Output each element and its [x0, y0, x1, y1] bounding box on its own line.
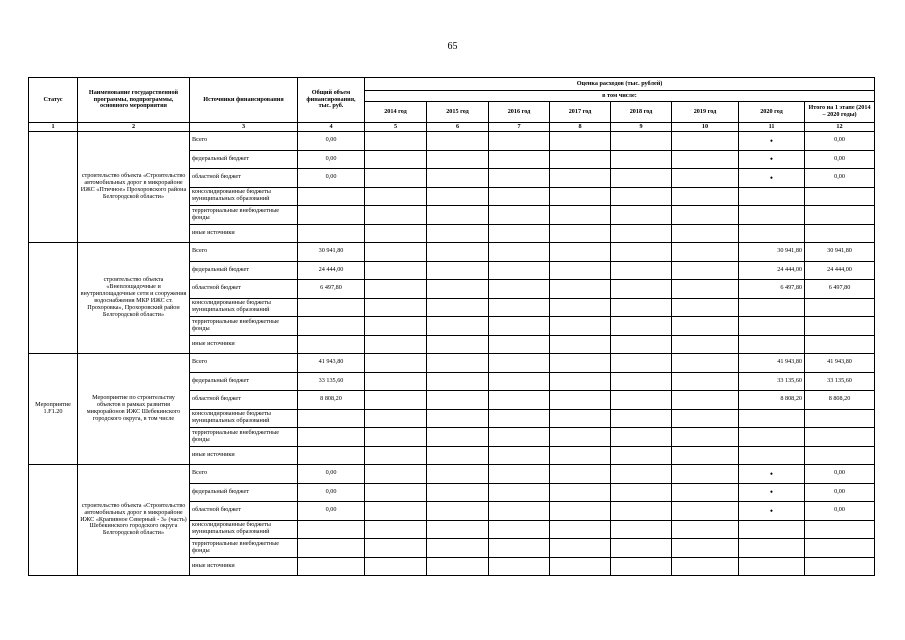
year-cell: [489, 280, 550, 299]
budget-table: [28, 77, 875, 576]
header-year: 2015 год: [427, 102, 489, 123]
total-cell: 0,00: [298, 502, 365, 521]
total-cell: 0,00: [298, 132, 365, 151]
year-cell: [672, 502, 739, 521]
year-cell: [427, 169, 489, 188]
year-cell: [550, 317, 611, 336]
year-cell: [427, 409, 489, 428]
table-body: [29, 132, 875, 576]
year-cell: [427, 298, 489, 317]
year-cell: [672, 317, 739, 336]
year-2020-cell: [739, 317, 805, 336]
year-cell: [427, 372, 489, 391]
year-cell: [611, 298, 672, 317]
total-cell: [298, 224, 365, 243]
year-cell: [365, 372, 427, 391]
column-number: 6: [427, 123, 489, 132]
column-number: 5: [365, 123, 427, 132]
year-cell: [672, 187, 739, 206]
year-cell: [550, 298, 611, 317]
column-number: 3: [190, 123, 298, 132]
year-cell: [672, 169, 739, 188]
year-cell: [427, 150, 489, 169]
year-2020-cell: [739, 557, 805, 576]
header-year: 2020 год: [739, 102, 805, 123]
year-cell: [427, 132, 489, 151]
header-year: 2014 год: [365, 102, 427, 123]
year-cell: [611, 354, 672, 373]
year-2020-cell: •: [739, 150, 805, 169]
year-cell: [611, 409, 672, 428]
source-cell: федеральный бюджет: [190, 261, 298, 280]
year-cell: [672, 206, 739, 225]
year-cell: [550, 502, 611, 521]
year-cell: [365, 298, 427, 317]
year-cell: [550, 354, 611, 373]
year-cell: [427, 391, 489, 410]
total-cell: 0,00: [298, 465, 365, 484]
column-number: 9: [611, 123, 672, 132]
year-cell: [611, 169, 672, 188]
header-year: 2017 год: [550, 102, 611, 123]
year-cell: [672, 391, 739, 410]
source-cell: консолидированные бюджеты муниципальных образований: [190, 520, 298, 539]
year-cell: [550, 428, 611, 447]
year-cell: [611, 261, 672, 280]
year-2020-cell: [739, 409, 805, 428]
year-2020-cell: [739, 335, 805, 354]
year-cell: [365, 502, 427, 521]
total-cell: 8 808,20: [298, 391, 365, 410]
year-cell: [550, 169, 611, 188]
year-2020-cell: 6 497,80: [739, 280, 805, 299]
source-cell: Всего: [190, 243, 298, 262]
year-cell: [611, 520, 672, 539]
itogo-cell: 41 943,80: [805, 354, 875, 373]
year-2020-cell: •: [739, 483, 805, 502]
year-cell: [611, 502, 672, 521]
year-cell: [365, 391, 427, 410]
table-row: [29, 243, 875, 262]
year-cell: [611, 428, 672, 447]
column-number: 4: [298, 123, 365, 132]
itogo-cell: [805, 317, 875, 336]
itogo-cell: 0,00: [805, 132, 875, 151]
itogo-cell: 0,00: [805, 502, 875, 521]
itogo-cell: 0,00: [805, 483, 875, 502]
year-2020-cell: [739, 187, 805, 206]
year-cell: [611, 132, 672, 151]
year-cell: [365, 335, 427, 354]
activity-name-cell: строительство объекта «Строительство автомобильных дорог в микрорайоне ИЖС «Птичное» Прохоровского района Белгородской области»: [78, 132, 190, 243]
year-cell: [611, 372, 672, 391]
total-cell: 30 941,80: [298, 243, 365, 262]
source-cell: Всего: [190, 132, 298, 151]
total-cell: [298, 206, 365, 225]
total-cell: 6 497,80: [298, 280, 365, 299]
status-cell: Мероприятие 1.F1.20: [29, 354, 78, 465]
year-2020-cell: 30 941,80: [739, 243, 805, 262]
source-cell: областной бюджет: [190, 391, 298, 410]
itogo-cell: [805, 298, 875, 317]
year-cell: [427, 187, 489, 206]
year-cell: [427, 224, 489, 243]
year-cell: [489, 502, 550, 521]
header-year: 2016 год: [489, 102, 550, 123]
year-cell: [427, 206, 489, 225]
year-cell: [489, 187, 550, 206]
year-cell: [672, 132, 739, 151]
itogo-cell: 8 808,20: [805, 391, 875, 410]
year-cell: [365, 483, 427, 502]
year-cell: [672, 280, 739, 299]
year-2020-cell: •: [739, 502, 805, 521]
year-cell: [550, 132, 611, 151]
year-cell: [365, 428, 427, 447]
itogo-cell: [805, 409, 875, 428]
year-2020-cell: 41 943,80: [739, 354, 805, 373]
year-cell: [550, 206, 611, 225]
total-cell: [298, 446, 365, 465]
source-cell: областной бюджет: [190, 169, 298, 188]
year-cell: [427, 428, 489, 447]
year-cell: [611, 187, 672, 206]
total-cell: [298, 557, 365, 576]
year-cell: [365, 409, 427, 428]
year-cell: [672, 446, 739, 465]
year-cell: [427, 335, 489, 354]
year-cell: [427, 446, 489, 465]
itogo-cell: [805, 187, 875, 206]
year-cell: [365, 317, 427, 336]
source-cell: федеральный бюджет: [190, 483, 298, 502]
year-2020-cell: [739, 224, 805, 243]
year-cell: [489, 391, 550, 410]
year-cell: [550, 335, 611, 354]
itogo-cell: [805, 206, 875, 225]
total-cell: 33 135,60: [298, 372, 365, 391]
column-number: 11: [739, 123, 805, 132]
year-cell: [489, 446, 550, 465]
year-cell: [365, 187, 427, 206]
year-cell: [489, 206, 550, 225]
year-cell: [550, 539, 611, 558]
year-cell: [611, 465, 672, 484]
column-number: 8: [550, 123, 611, 132]
year-cell: [489, 224, 550, 243]
total-cell: [298, 317, 365, 336]
year-cell: [550, 520, 611, 539]
year-cell: [611, 557, 672, 576]
year-cell: [365, 224, 427, 243]
total-cell: [298, 520, 365, 539]
year-cell: [489, 483, 550, 502]
year-cell: [489, 372, 550, 391]
header-estimate: Оценка расходов (тыс. рублей): [365, 78, 875, 91]
year-cell: [550, 372, 611, 391]
year-2020-cell: 24 444,00: [739, 261, 805, 280]
year-cell: [365, 520, 427, 539]
year-cell: [672, 483, 739, 502]
year-2020-cell: 8 808,20: [739, 391, 805, 410]
itogo-cell: [805, 335, 875, 354]
year-cell: [427, 317, 489, 336]
status-cell: [29, 465, 78, 576]
header-name: Наименование государственной программы, подпрограммы, основного мероприятия: [78, 78, 190, 123]
source-cell: Всего: [190, 465, 298, 484]
year-cell: [489, 317, 550, 336]
source-cell: Всего: [190, 354, 298, 373]
year-cell: [672, 335, 739, 354]
source-cell: территориальные внебюджетные фонды: [190, 539, 298, 558]
year-cell: [365, 150, 427, 169]
total-cell: [298, 409, 365, 428]
source-cell: консолидированные бюджеты муниципальных образований: [190, 409, 298, 428]
year-cell: [611, 483, 672, 502]
activity-name-cell: строительство объекта «Внеплощадочные и внутриплощадочные сети и сооружения водоснабжения МКР ИЖС ст. Прохоровка», Прохоровский район Белгородской области»: [78, 243, 190, 354]
year-cell: [611, 539, 672, 558]
year-cell: [672, 224, 739, 243]
year-cell: [365, 169, 427, 188]
year-cell: [489, 409, 550, 428]
year-cell: [550, 243, 611, 262]
total-cell: 0,00: [298, 150, 365, 169]
itogo-cell: [805, 446, 875, 465]
year-cell: [550, 391, 611, 410]
column-number: 1: [29, 123, 78, 132]
year-cell: [550, 150, 611, 169]
year-cell: [672, 261, 739, 280]
year-cell: [672, 409, 739, 428]
source-cell: иные источники: [190, 557, 298, 576]
year-cell: [672, 243, 739, 262]
year-cell: [489, 150, 550, 169]
year-cell: [611, 206, 672, 225]
year-cell: [365, 243, 427, 262]
year-cell: [550, 280, 611, 299]
year-cell: [427, 280, 489, 299]
year-cell: [550, 261, 611, 280]
column-number: 7: [489, 123, 550, 132]
table-row: [29, 132, 875, 151]
year-cell: [611, 317, 672, 336]
year-cell: [611, 243, 672, 262]
year-cell: [365, 280, 427, 299]
source-cell: территориальные внебюджетные фонды: [190, 206, 298, 225]
year-cell: [611, 224, 672, 243]
source-cell: федеральный бюджет: [190, 372, 298, 391]
header-year: 2018 год: [611, 102, 672, 123]
itogo-cell: [805, 428, 875, 447]
total-cell: 0,00: [298, 483, 365, 502]
source-cell: консолидированные бюджеты муниципальных образований: [190, 298, 298, 317]
total-cell: [298, 335, 365, 354]
header-status: Статус: [29, 78, 78, 123]
column-number: 12: [805, 123, 875, 132]
year-2020-cell: [739, 428, 805, 447]
year-cell: [427, 502, 489, 521]
year-cell: [672, 539, 739, 558]
year-cell: [427, 483, 489, 502]
year-cell: [672, 428, 739, 447]
source-cell: областной бюджет: [190, 280, 298, 299]
year-2020-cell: •: [739, 465, 805, 484]
year-cell: [489, 261, 550, 280]
year-cell: [489, 539, 550, 558]
year-cell: [672, 465, 739, 484]
year-cell: [427, 243, 489, 262]
itogo-cell: 33 135,60: [805, 372, 875, 391]
total-cell: [298, 539, 365, 558]
year-cell: [365, 354, 427, 373]
year-cell: [611, 150, 672, 169]
activity-name-cell: Мероприятие по строительству объектов в рамках развития микрорайонов ИЖС Шебекинского городского округа, в том числе: [78, 354, 190, 465]
itogo-cell: [805, 557, 875, 576]
year-cell: [672, 354, 739, 373]
year-cell: [427, 557, 489, 576]
total-cell: [298, 187, 365, 206]
total-cell: 24 444,00: [298, 261, 365, 280]
status-cell: [29, 132, 78, 243]
year-cell: [489, 354, 550, 373]
source-cell: территориальные внебюджетные фонды: [190, 428, 298, 447]
total-cell: 41 943,80: [298, 354, 365, 373]
year-cell: [489, 557, 550, 576]
source-cell: иные источники: [190, 224, 298, 243]
year-cell: [611, 280, 672, 299]
year-2020-cell: [739, 520, 805, 539]
year-2020-cell: [739, 446, 805, 465]
itogo-cell: 0,00: [805, 169, 875, 188]
itogo-cell: 0,00: [805, 465, 875, 484]
header-sources: Источники финансирования: [190, 78, 298, 123]
year-cell: [550, 557, 611, 576]
year-2020-cell: 33 135,60: [739, 372, 805, 391]
source-cell: федеральный бюджет: [190, 150, 298, 169]
year-cell: [672, 372, 739, 391]
itogo-cell: 24 444,00: [805, 261, 875, 280]
header-including: в том числе:: [365, 91, 875, 102]
year-cell: [489, 335, 550, 354]
status-cell: [29, 243, 78, 354]
itogo-cell: 6 497,80: [805, 280, 875, 299]
year-cell: [550, 465, 611, 484]
itogo-cell: [805, 520, 875, 539]
table-row: [29, 354, 875, 373]
year-cell: [489, 298, 550, 317]
year-cell: [611, 446, 672, 465]
header-year: 2019 год: [672, 102, 739, 123]
source-cell: территориальные внебюджетные фонды: [190, 317, 298, 336]
year-cell: [489, 428, 550, 447]
year-2020-cell: [739, 539, 805, 558]
year-cell: [550, 409, 611, 428]
itogo-cell: [805, 224, 875, 243]
year-cell: [489, 132, 550, 151]
activity-name-cell: строительство объекта «Строительство автомобильных дорог в микрорайоне ИЖС «Крапивное Северный - 3» (часть) Шебекинского городского округа Белгородской области»: [78, 465, 190, 576]
year-cell: [672, 557, 739, 576]
year-cell: [611, 335, 672, 354]
total-cell: [298, 298, 365, 317]
column-number: 2: [78, 123, 190, 132]
year-cell: [365, 261, 427, 280]
year-cell: [672, 520, 739, 539]
year-cell: [427, 354, 489, 373]
header-total: Общий объем финансирования, тыс. руб.: [298, 78, 365, 123]
year-cell: [427, 465, 489, 484]
year-cell: [550, 224, 611, 243]
itogo-cell: [805, 539, 875, 558]
year-cell: [427, 261, 489, 280]
header-itogo: Итого на 1 этапе (2014 – 2020 годы): [805, 102, 875, 123]
year-cell: [550, 187, 611, 206]
total-cell: [298, 428, 365, 447]
year-cell: [427, 520, 489, 539]
year-cell: [550, 446, 611, 465]
year-cell: [489, 169, 550, 188]
year-2020-cell: [739, 206, 805, 225]
source-cell: консолидированные бюджеты муниципальных образований: [190, 187, 298, 206]
year-cell: [611, 391, 672, 410]
source-cell: иные источники: [190, 446, 298, 465]
year-cell: [489, 465, 550, 484]
source-cell: областной бюджет: [190, 502, 298, 521]
itogo-cell: 30 941,80: [805, 243, 875, 262]
column-number: 10: [672, 123, 739, 132]
source-cell: иные источники: [190, 335, 298, 354]
year-cell: [365, 132, 427, 151]
year-cell: [489, 243, 550, 262]
table-row: [29, 465, 875, 484]
year-cell: [365, 465, 427, 484]
total-cell: 0,00: [298, 169, 365, 188]
year-2020-cell: •: [739, 169, 805, 188]
page-number: 65: [447, 41, 458, 52]
year-cell: [365, 446, 427, 465]
year-cell: [365, 539, 427, 558]
itogo-cell: 0,00: [805, 150, 875, 169]
year-2020-cell: •: [739, 132, 805, 151]
year-cell: [427, 539, 489, 558]
year-cell: [672, 298, 739, 317]
year-cell: [365, 206, 427, 225]
year-cell: [489, 520, 550, 539]
year-cell: [550, 483, 611, 502]
year-2020-cell: [739, 298, 805, 317]
year-cell: [672, 150, 739, 169]
year-cell: [365, 557, 427, 576]
